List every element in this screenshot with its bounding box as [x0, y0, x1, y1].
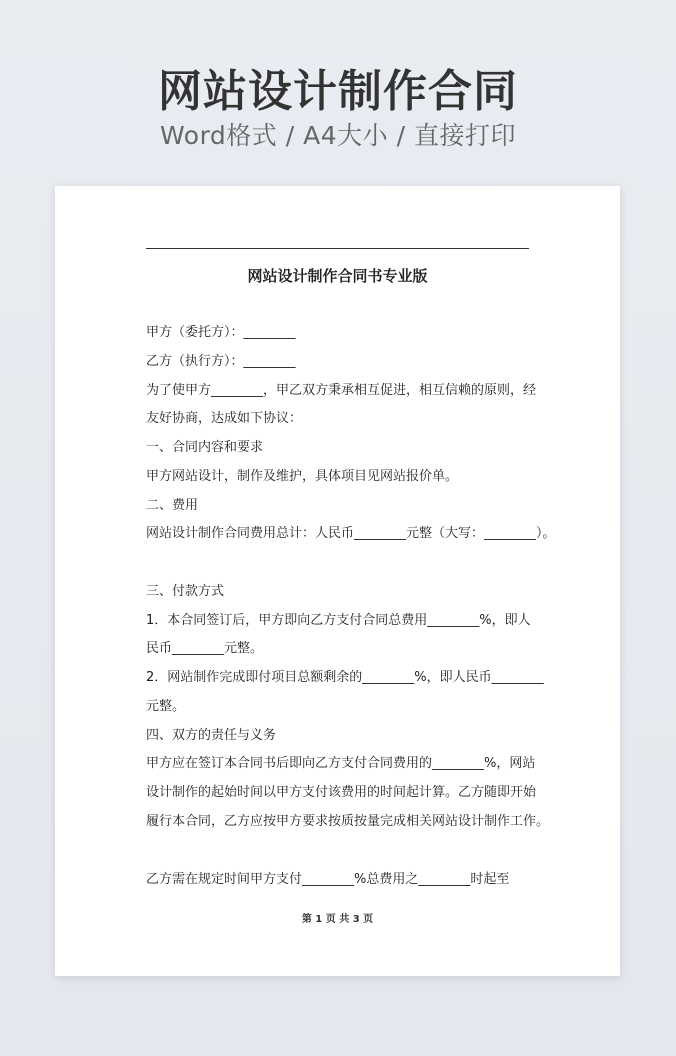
paragraph-line: 1．本合同签订后，甲方即向乙方支付合同总费用________%，即人 — [146, 613, 531, 628]
paragraph-line: 甲方应在签订本合同书后即向乙方支付合同费用的________%，网站 — [146, 756, 536, 771]
party-b-line: 乙方（执行方）：________ — [146, 354, 296, 369]
banner — [0, 0, 676, 180]
paragraph-line: 履行本合同，乙方应按甲方要求按质按量完成相关网站设计制作工作。 — [146, 814, 550, 829]
paragraph-line: 2．网站制作完成即付项目总额剩余的________%，即人民币________ — [146, 670, 544, 685]
paragraph-line: 甲方网站设计，制作及维护，具体项目见网站报价单。 — [146, 469, 459, 484]
banner-subtitle: Word格式 / A4大小 / 直接打印 — [160, 121, 516, 150]
paragraph-line: 设计制作的起始时间以甲方支付该费用的时间起计算。乙方随即开始 — [146, 785, 537, 800]
paragraph-line: 友好协商，达成如下协议： — [146, 411, 303, 426]
section-heading: 四、双方的责任与义务 — [146, 728, 277, 743]
section-heading: 一、合同内容和要求 — [146, 440, 264, 455]
party-a-line: 甲方（委托方）：________ — [146, 325, 296, 340]
paragraph-line: 元整。 — [146, 699, 186, 714]
document-title: 网站设计制作合同书专业版 — [247, 267, 428, 285]
header-rule — [146, 248, 529, 249]
paragraph-line: 民币________元整。 — [146, 641, 264, 656]
page-number: 第 1 页 共 3 页 — [301, 914, 374, 925]
paragraph-line: 网站设计制作合同费用总计：人民币________元整（大写：________）。 — [146, 526, 556, 541]
paragraph-line: 为了使甲方________，甲乙双方秉承相互促进，相互信赖的原则，经 — [146, 383, 537, 398]
document-page — [55, 186, 620, 976]
paragraph-line: 乙方需在规定时间甲方支付________%总费用之________时起至 — [146, 872, 510, 887]
banner-title: 网站设计制作合同 — [158, 66, 518, 117]
section-heading: 二、费用 — [146, 498, 199, 513]
section-heading: 三、付款方式 — [146, 584, 225, 599]
